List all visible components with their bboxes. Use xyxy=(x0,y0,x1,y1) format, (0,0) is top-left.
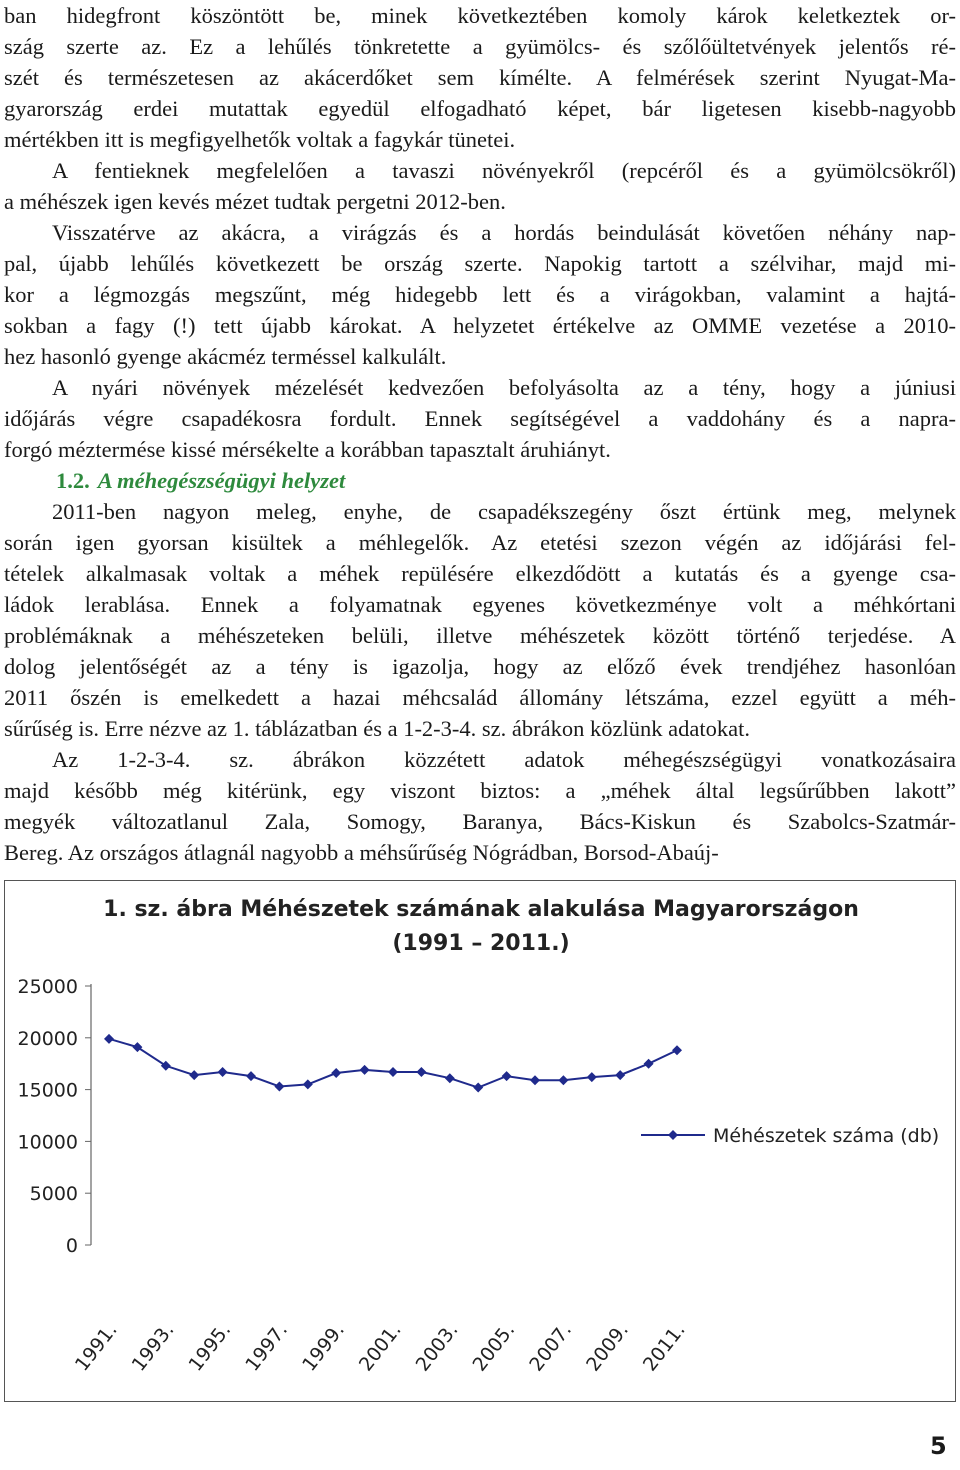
x-tick-label: 1995. xyxy=(184,1319,236,1376)
y-tick-label: 25000 xyxy=(17,976,78,998)
data-point xyxy=(530,1075,540,1085)
section-number: 1.2. xyxy=(56,468,90,493)
data-point xyxy=(672,1045,682,1055)
legend-label: Méhészetek száma (db) xyxy=(713,1125,940,1147)
page-number: 5 xyxy=(930,1432,947,1460)
chart-figure xyxy=(4,880,956,1402)
y-tick-label: 5000 xyxy=(29,1183,78,1206)
data-point xyxy=(303,1079,313,1089)
text-line: A nyári növények mézelését kedvezően befolyásolta az a tény, hogy a júniusi xyxy=(52,375,956,400)
x-tick-label: 2001. xyxy=(354,1319,406,1376)
text-line: dolog jelentőségét az a tény is igazolja, hogy az előző évek trendjéhez hasonlóan xyxy=(4,654,956,679)
section-title: A méhegészségügyi helyzet xyxy=(97,468,346,493)
text-line: szét és természetesen az akácerdőket sem kímélte. A felmérések szerint Nyugat-Ma- xyxy=(4,65,956,90)
text-line: gyarország erdei mutattak egyedül elfogadható képet, bár ligetesen kisebb-nagyobb xyxy=(4,96,956,121)
x-tick-label: 2011. xyxy=(638,1319,690,1376)
data-point xyxy=(246,1071,256,1081)
text-line: hez hasonló gyenge akácméz terméssel kalkulált. xyxy=(4,344,447,369)
x-tick-label: 1999. xyxy=(298,1319,349,1376)
data-point xyxy=(331,1068,341,1078)
data-point xyxy=(473,1083,483,1093)
data-point xyxy=(189,1070,199,1080)
data-point xyxy=(502,1071,512,1081)
text-line: forgó méztermése kissé mérsékelte a korábban tapasztalt áruhiányt. xyxy=(4,437,611,462)
x-tick-label: 1991. xyxy=(70,1319,122,1376)
x-tick-label: 2005. xyxy=(468,1319,520,1376)
data-point xyxy=(274,1081,284,1091)
text-line: Bereg. Az országos átlagnál nagyobb a méhsűrűség Nógrádban, Borsod-Abaúj- xyxy=(4,840,719,865)
chart-title-line2: (1991 – 2011.) xyxy=(392,931,570,956)
data-point xyxy=(644,1059,654,1069)
text-line: sokban a fagy (!) tett újabb károkat. A helyzetet értékelve az OMME vezetése a 2010- xyxy=(4,313,956,338)
data-point xyxy=(615,1070,625,1080)
data-point xyxy=(360,1065,370,1075)
y-tick-label: 20000 xyxy=(17,1027,78,1050)
x-tick-label: 2003. xyxy=(411,1319,463,1376)
text-line: megyék változatlanul Zala, Somogy, Baranya, Bács-Kiskun és Szabolcs-Szatmár- xyxy=(4,809,956,834)
text-line: pal, újabb lehűlés következett be ország szerte. Napokig tartott a szélvihar, majd mi- xyxy=(4,251,956,276)
x-tick-label: 2009. xyxy=(582,1319,633,1376)
text-line: sűrűség is. Erre nézve az 1. táblázatban és a 1-2-3-4. sz. ábrákon közlünk adatokat. xyxy=(4,716,750,741)
legend-marker xyxy=(668,1130,678,1140)
chart-title-line1: 1. sz. ábra Méhészetek számának alakulása Magyarországon xyxy=(103,897,859,922)
y-tick-label: 10000 xyxy=(17,1131,78,1154)
data-point xyxy=(132,1042,142,1052)
y-tick-label: 0 xyxy=(65,1235,78,1257)
data-point xyxy=(218,1067,228,1077)
y-tick-label: 15000 xyxy=(17,1079,78,1102)
text-line: problémáknak a méhészeteken belüli, illetve méhészetek között történő terjedése. A xyxy=(4,623,956,648)
text-line: majd később még kitérünk, egy viszont biztos: a „méhek által legsűrűbben lakott” xyxy=(4,778,956,803)
text-line: ládok lerablása. Ennek a folyamatnak egyenes következménye volt a méhkórtani xyxy=(4,592,956,617)
text-line: ban hidegfront köszöntött be, minek következtében komoly károk keletkeztek or- xyxy=(4,3,956,28)
text-line: szág szerte az. Ez a lehűlés tönkretette a gyümölcs- és szőlőültetvények jelentős ré- xyxy=(4,34,956,59)
text-line: Az 1-2-3-4. sz. ábrákon közzétett adatok méhegészségügyi vonatkozásaira xyxy=(52,747,956,772)
data-point xyxy=(104,1034,114,1044)
text-line: 2011 őszén is emelkedett a hazai méhcsalád állomány létszáma, ezzel együtt a méh- xyxy=(4,685,956,710)
data-point xyxy=(161,1061,171,1071)
data-point xyxy=(587,1072,597,1082)
chart-plot xyxy=(5,881,954,1400)
text-line: időjárás végre csapadékosra fordult. Ennek segítségével a vaddohány és a napra- xyxy=(4,406,956,431)
text-line: mértékben itt is megfigyelhetők voltak a fagykár tünetei. xyxy=(4,127,516,152)
x-tick-label: 1997. xyxy=(241,1319,293,1376)
text-line: kor a légmozgás megszűnt, még hidegebb lett és a virágokban, valamint a hajtá- xyxy=(4,282,956,307)
data-point xyxy=(445,1073,455,1083)
text-line: 2011-ben nagyon meleg, enyhe, de csapadékszegény őszt értünk meg, melynek xyxy=(52,499,956,524)
data-point xyxy=(416,1067,426,1077)
section-heading xyxy=(56,465,345,496)
x-tick-label: 2007. xyxy=(525,1319,577,1376)
text-line: a méhészek igen kevés mézet tudtak pergetni 2012-ben. xyxy=(4,189,506,214)
data-point xyxy=(388,1067,398,1077)
data-point xyxy=(558,1075,568,1085)
text-line: Visszatérve az akácra, a virágzás és a hordás beindulását követően néhány nap- xyxy=(52,220,956,245)
text-line: során igen gyorsan kisültek a méhlegelők. Az etetési szezon végén az időjárási fel- xyxy=(4,530,956,555)
text-line: A fentieknek megfelelően a tavaszi növényekről (repcéről és a gyümölcsökről) xyxy=(52,158,956,183)
text-line: tételek alkalmasak voltak a méhek repülésére elkezdődött a kutatás és a gyenge csa- xyxy=(4,561,956,586)
x-tick-label: 1993. xyxy=(127,1319,179,1376)
